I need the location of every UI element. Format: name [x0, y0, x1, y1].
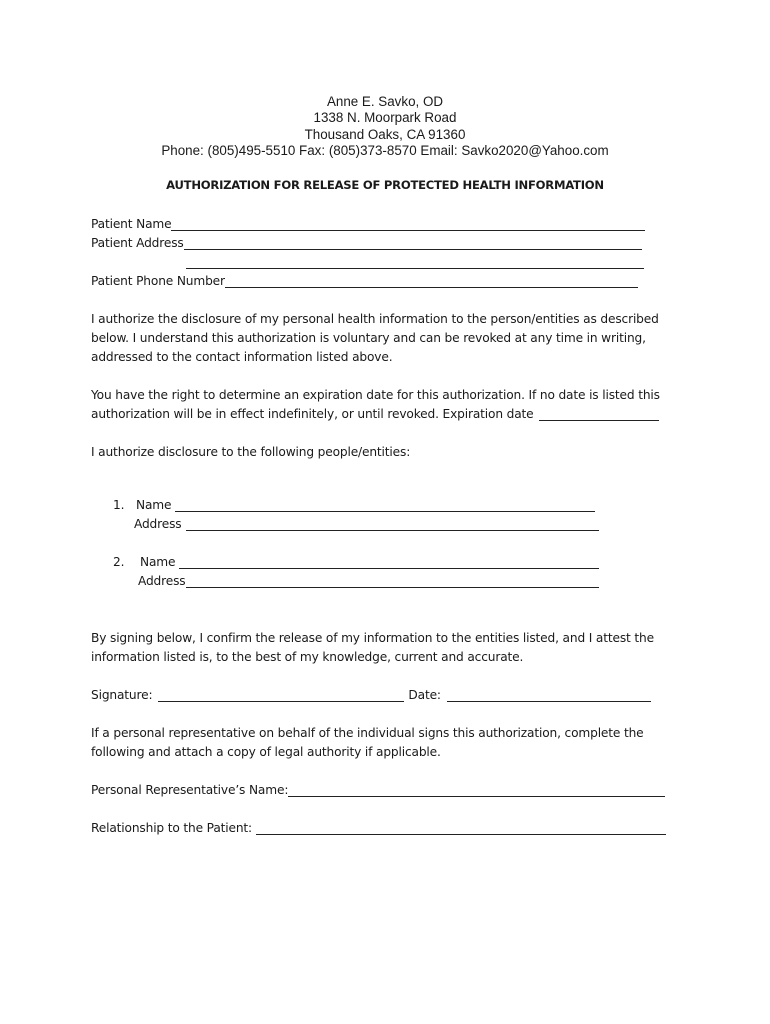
expiration-row	[91, 405, 660, 424]
patient-phone-field[interactable]	[225, 273, 638, 288]
entity-1-address-row	[134, 515, 599, 534]
entity-1-address-field[interactable]	[186, 516, 599, 531]
entity-1-number: 1.	[113, 498, 125, 512]
signature-row	[91, 686, 651, 705]
patient-address-field[interactable]	[184, 235, 642, 250]
patient-address-row	[91, 234, 642, 253]
confirm-paragraph	[91, 629, 654, 667]
entity-1-name-label: Name	[136, 498, 172, 512]
authorize-paragraph	[91, 310, 659, 367]
entity-1-address-label: Address	[134, 517, 182, 531]
paragraph-line: addressed to the contact information listed above.	[91, 350, 393, 364]
signature-label: Signature:	[91, 688, 153, 702]
entity-2-address-row	[138, 572, 599, 591]
rep-name-field[interactable]	[288, 782, 665, 797]
signature-field[interactable]	[158, 687, 404, 702]
entity-2-name-label: Name	[140, 555, 176, 569]
relationship-label: Relationship to the Patient:	[91, 821, 253, 835]
provider-name: Anne E. Savko, OD	[326, 94, 444, 109]
patient-address-line2-row	[186, 253, 644, 272]
letterhead	[0, 94, 770, 160]
rep-name-row	[91, 781, 665, 800]
patient-name-label: Patient Name	[91, 217, 172, 231]
paragraph-line: If a personal representative on behalf of the individual signs this authorization, complete the	[91, 726, 644, 740]
entity-2-name-field[interactable]	[179, 554, 599, 569]
disclosure-to-text: I authorize disclosure to the following people/entities:	[91, 445, 411, 459]
entity-2-address-label: Address	[138, 574, 186, 588]
date-label: Date:	[408, 688, 441, 702]
provider-street: 1338 N. Moorpark Road	[313, 110, 457, 126]
entity-2-number: 2.	[113, 555, 125, 569]
relationship-field[interactable]	[256, 820, 666, 835]
paragraph-line: By signing below, I confirm the release of my information to the entities listed, and I attest the	[91, 631, 654, 645]
patient-name-field[interactable]	[171, 216, 645, 231]
relationship-row	[91, 819, 666, 838]
provider-city: Thousand Oaks, CA 91360	[304, 126, 466, 142]
paragraph-line: information listed is, to the best of my knowledge, current and accurate.	[91, 650, 524, 664]
document-title: AUTHORIZATION FOR RELEASE OF PROTECTED HEALTH INFORMATION	[166, 178, 604, 192]
representative-paragraph	[91, 724, 644, 762]
patient-phone-label: Patient Phone Number	[91, 274, 225, 288]
patient-name-row	[91, 215, 645, 234]
entity-2-address-field[interactable]	[186, 573, 599, 588]
expiration-label: authorization will be in effect indefinitely, or until revoked. Expiration date	[91, 407, 534, 421]
patient-phone-row	[91, 272, 638, 291]
rights-paragraph	[91, 386, 660, 424]
entity-2-name-row	[113, 553, 599, 572]
paragraph-line: following and attach a copy of legal authority if applicable.	[91, 745, 441, 759]
provider-contact: Phone: (805)495-5510 Fax: (805)373-8570 Email: Savko2020@Yahoo.com	[161, 143, 609, 159]
date-field[interactable]	[447, 687, 651, 702]
paragraph-line: below. I understand this authorization is voluntary and can be revoked at any time in writing,	[91, 331, 646, 345]
paragraph-line: You have the right to determine an expiration date for this authorization. If no date is listed this	[91, 388, 660, 402]
entity-1-name-row	[113, 496, 595, 515]
rep-name-label: Personal Representative’s Name:	[91, 783, 289, 797]
expiration-date-field[interactable]	[539, 406, 659, 421]
entity-1-name-field[interactable]	[175, 497, 595, 512]
patient-address-label: Patient Address	[91, 236, 184, 250]
patient-address-line2-field[interactable]	[186, 254, 644, 269]
paragraph-line: I authorize the disclosure of my personal health information to the person/entities as described	[91, 312, 659, 326]
